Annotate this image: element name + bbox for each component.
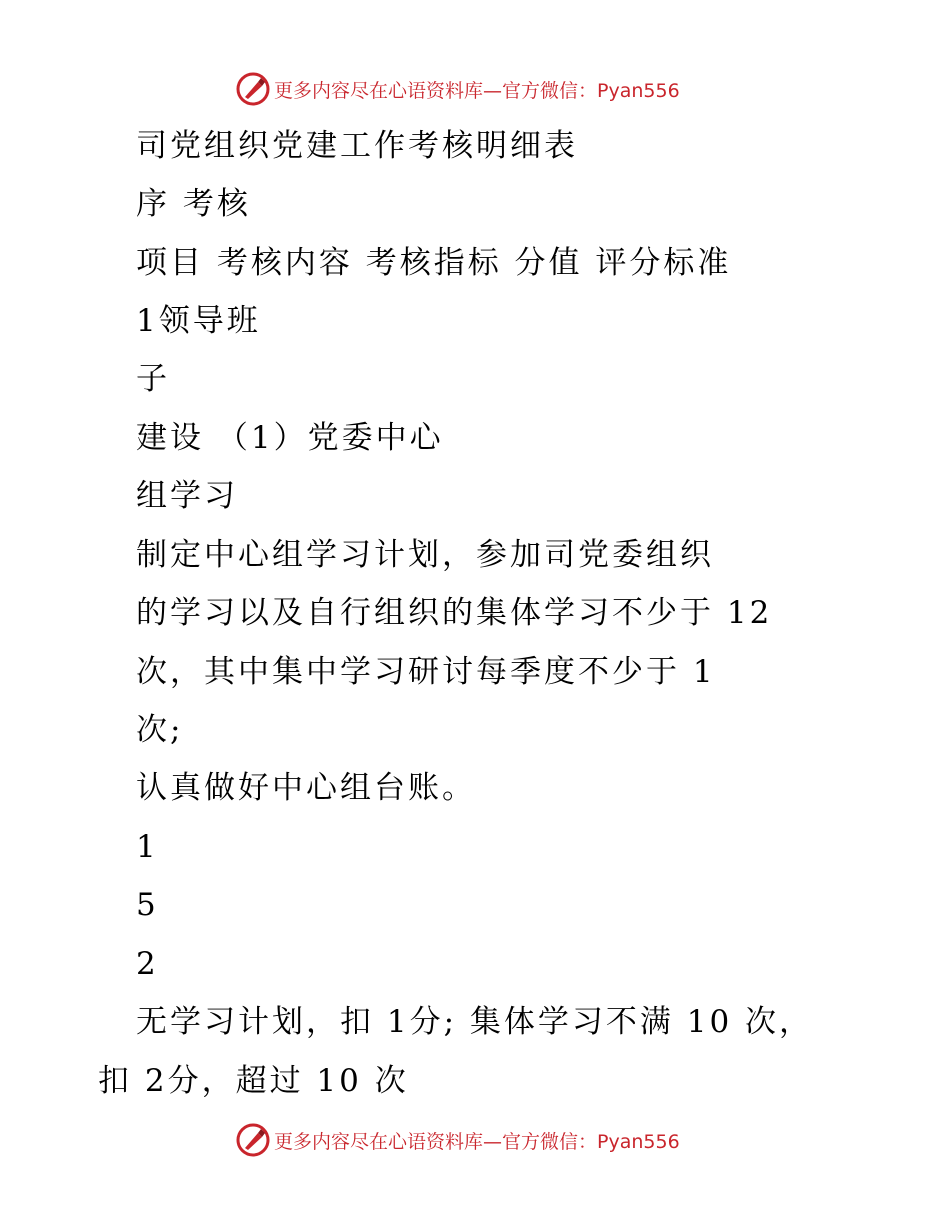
doc-line: 次; [136, 712, 184, 748]
watermark-brand: 更多内容尽在心语资料库 [274, 1130, 484, 1153]
watermark-brand: 更多内容尽在心语资料库 [274, 79, 484, 102]
watermark-banner-bottom [236, 1121, 716, 1159]
doc-line: 子 [136, 361, 170, 397]
watermark-contact: 官方微信：Pyan556 [502, 79, 680, 102]
watermark-separator: — [483, 79, 503, 102]
doc-line: 建设 （1）党委中心 [136, 420, 444, 456]
doc-line: 序 考核 [136, 186, 251, 222]
doc-line: 1领导班 [136, 303, 261, 339]
doc-line: 无学习计划，扣 1分; 集体学习不满 10 次， [136, 1004, 814, 1040]
doc-line: 2 [136, 946, 159, 982]
watermark-separator: — [483, 1130, 503, 1153]
doc-line: 次，其中集中学习研讨每季度不少于 1 [136, 654, 716, 690]
doc-title: 司党组织党建工作考核明细表 [136, 128, 578, 164]
pen-logo-icon [236, 72, 270, 106]
doc-line: 组学习 [136, 478, 238, 514]
watermark-text [274, 76, 680, 103]
doc-line: 的学习以及自行组织的集体学习不少于 12 [136, 595, 773, 631]
pen-logo-icon [236, 1123, 270, 1157]
doc-line: 扣 2分，超过 10 次 [98, 1063, 409, 1099]
doc-line: 1 [136, 829, 159, 865]
watermark-contact: 官方微信：Pyan556 [502, 1130, 680, 1153]
doc-line: 制定中心组学习计划，参加司党委组织 [136, 537, 714, 573]
watermark-text [274, 1127, 680, 1154]
watermark-banner-top [236, 70, 716, 108]
doc-line: 5 [136, 887, 159, 923]
doc-line: 项目 考核内容 考核指标 分值 评分标准 [136, 245, 732, 281]
doc-line: 认真做好中心组台账。 [136, 770, 476, 806]
